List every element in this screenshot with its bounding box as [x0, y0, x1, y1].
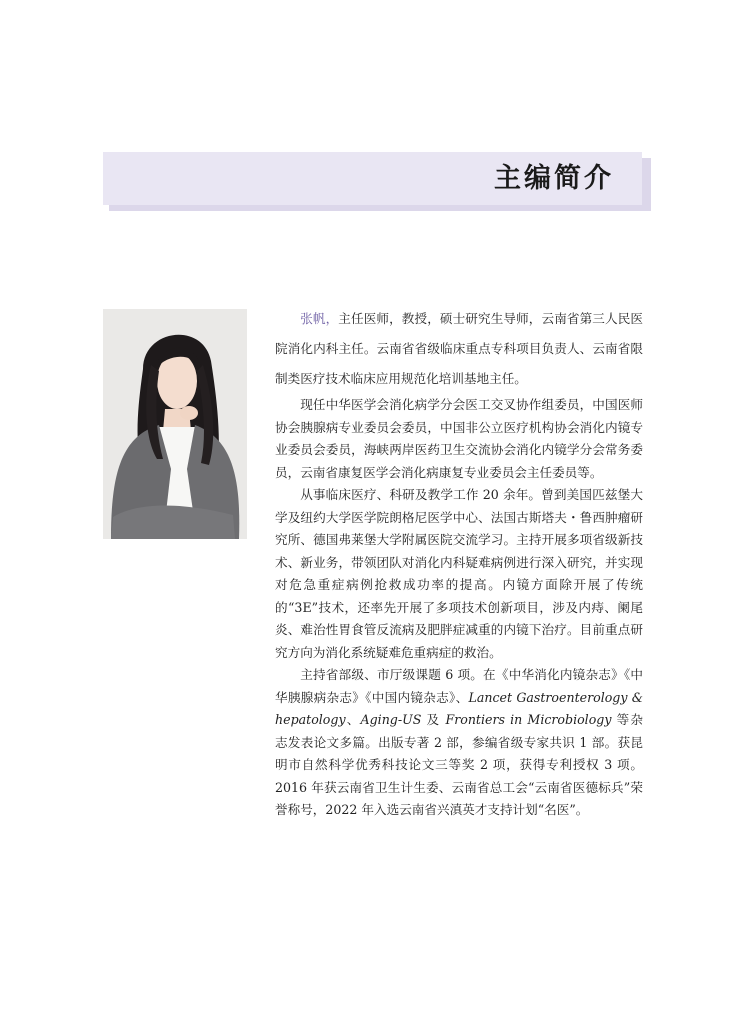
author-portrait [103, 309, 247, 539]
title-banner [103, 152, 642, 205]
bio-paragraph: 主持省部级、市厅级课题 6 项。在《中华消化内镜杂志》《中华胰腺病杂志》《中国内镜杂志》、Lancet Gastroenterology & hepatology、Aging-US 及 Frontiers in Microbiology 等杂志发表论文多篇。出版专著 2 部，参编省级专家共识 1 部。获昆明市自然科学优秀科技论文三等奖 2 项，获得专利授权 3 项。2016 年获云南省卫生计生委、云南省总工会“云南省医德标兵”荣誉称号，2022 年入选云南省兴滇英才支持计划“名医”。 [275, 667, 644, 817]
author-name: 张帆， [300, 311, 339, 326]
bio-paragraph: 现任中华医学会消化病学分会医工交叉协作组委员，中国医师协会胰腺病专业委员会委员，中国非公立医疗机构协会消化内镜专业委员会委员，海峡两岸医药卫生交流协会消化内镜学分会常务委员，云南省康复医学会消化病康复专业委员会主任委员等。 [275, 397, 643, 480]
portrait-image [103, 309, 247, 539]
author-bio [275, 304, 643, 822]
bio-paragraph: 从事临床医疗、科研及教学工作 20 余年。曾到美国匹兹堡大学及纽约大学医学院朗格尼医学中心、法国古斯塔夫・鲁西肿瘤研究所、德国弗莱堡大学附属医院交流学习。主持开展多项省级新技术、新业务，带领团队对消化内科疑难病例进行深入研究，并实现对危急重症病例抢救成功率的提高。内镜方面除开展了传统的“3E”技术，还率先开展了多项技术创新项目，涉及内痔、阑尾炎、难治性胃食管反流病及肥胖症减重的内镜下治疗。目前重点研究方向为消化系统疑难危重病症的救治。 [275, 487, 643, 660]
bio-paragraph: 张帆，主任医师，教授，硕士研究生导师，云南省第三人民医院消化内科主任。云南省省级临床重点专科项目负责人、云南省限制类医疗技术临床应用规范化培训基地主任。 [275, 311, 644, 386]
page-title: 主编简介 [494, 163, 614, 194]
